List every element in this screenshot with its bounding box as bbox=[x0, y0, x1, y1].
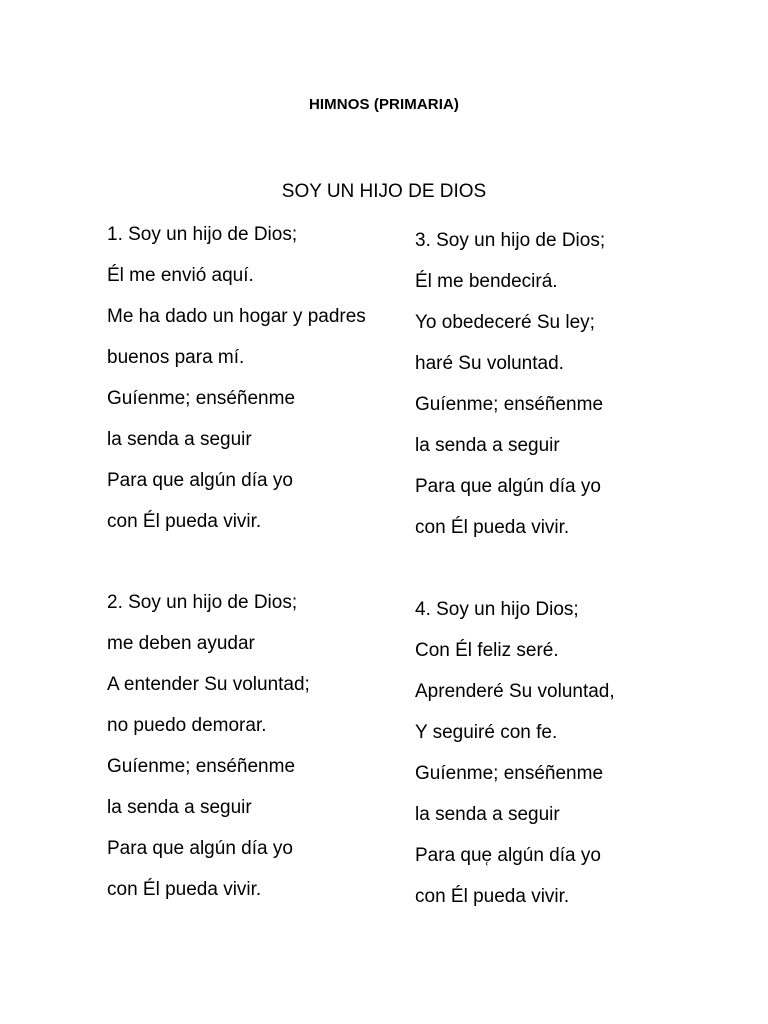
verse-line: Para que algún día yo bbox=[107, 470, 293, 491]
verse-line: con Él pueda vivir. bbox=[415, 886, 570, 907]
verse-line: Para que algún día yo bbox=[415, 476, 601, 497]
verse-line: 1. Soy un hijo de Dios; bbox=[107, 224, 298, 245]
verse-line: Aprenderé Su voluntad, bbox=[415, 681, 615, 702]
verse-line: Y seguiré con fe. bbox=[415, 722, 558, 743]
verse-line: Él me envió aquí. bbox=[107, 265, 254, 286]
verse-line: A entender Su voluntad; bbox=[107, 674, 310, 695]
verse-2 bbox=[107, 582, 310, 910]
verse-line: Él me bendecirá. bbox=[415, 271, 558, 292]
document-title: HIMNOS (PRIMARIA) bbox=[308, 96, 460, 113]
verse-line: con Él pueda vivir. bbox=[107, 879, 262, 900]
verse-line: haré Su voluntad. bbox=[415, 353, 564, 374]
verse-line: no puedo demorar. bbox=[107, 715, 267, 736]
verse-line: la senda a seguir bbox=[107, 429, 252, 450]
verse-line: Con Él feliz seré. bbox=[415, 640, 559, 661]
verse-line: buenos para mí. bbox=[107, 347, 245, 368]
verse-line: Guíenme; enséñenme bbox=[107, 756, 296, 777]
verse-line: Guíenme; enséñenme bbox=[107, 388, 296, 409]
song-title: SOY UN HIJO DE DIOS bbox=[281, 181, 487, 202]
verse-line: Para que algún día yo bbox=[107, 838, 293, 859]
verse-1 bbox=[107, 214, 366, 542]
verse-line: la senda a seguir bbox=[415, 804, 560, 825]
verse-line: con Él pueda vivir. bbox=[415, 517, 570, 538]
verse-line: 4. Soy un hijo Dios; bbox=[415, 599, 579, 620]
verse-line: 2. Soy un hijo de Dios; bbox=[107, 592, 298, 613]
verse-4 bbox=[415, 589, 615, 917]
verse-line: con Él pueda vivir. bbox=[107, 511, 262, 532]
verse-line: Guíenme; enséñenme bbox=[415, 763, 604, 784]
verse-line: Para que̜ algún día yo bbox=[415, 845, 601, 866]
verse-line: 3. Soy un hijo de Dios; bbox=[415, 230, 606, 251]
verse-line: me deben ayudar bbox=[107, 633, 255, 654]
verse-3 bbox=[415, 220, 605, 548]
verse-line: la senda a seguir bbox=[107, 797, 252, 818]
verse-line: Yo obedeceré Su ley; bbox=[415, 312, 595, 333]
verse-line: Me ha dado un hogar y padres bbox=[107, 306, 366, 327]
verse-line: Guíenme; enséñenme bbox=[415, 394, 604, 415]
verse-line: la senda a seguir bbox=[415, 435, 560, 456]
